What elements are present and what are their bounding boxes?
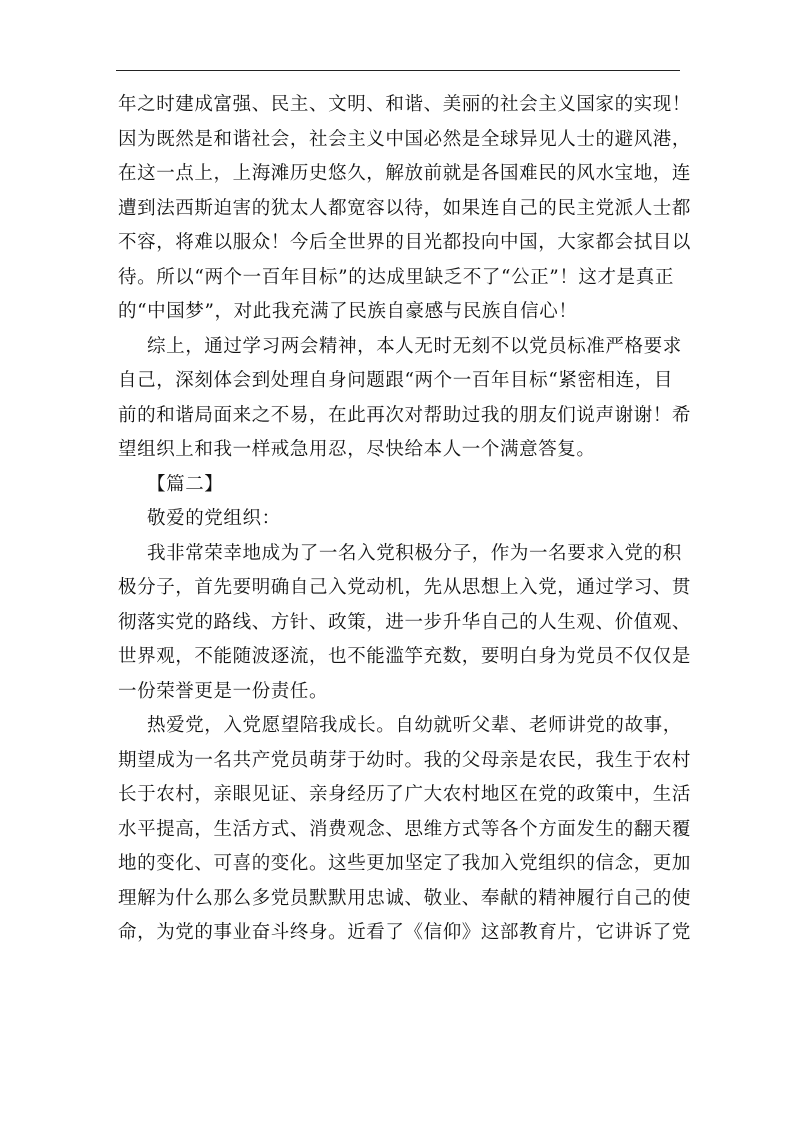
text-line: 的“中国梦”，对此我充满了民族自豪感与民族自信心！ <box>118 301 578 322</box>
text-line: 自己，深刻体会到处理自身问题跟“两个一百年目标“紧密相连，目 <box>118 370 673 391</box>
text-line: 热爱党，入党愿望陪我成长。自幼就听父辈、老师讲党的故事， <box>147 715 682 736</box>
text-line: 理解为什么那么多党员默默用忠诚、敬业、奉献的精神履行自己的使 <box>118 887 692 909</box>
text-line: 期望成为一名共产党员萌芽于幼时。我的父母亲是农民，我生于农村 <box>118 749 692 771</box>
text-line: 不容，将难以服众！今后全世界的目光都投向中国，大家都会拭目以 <box>118 232 692 253</box>
text-line: 综上，通过学习两会精神，本人无时无刻不以党员标准严格要求 <box>147 335 682 357</box>
text-line: 彻落实党的路线、方针、政策，进一步升华自己的人生观、价值观、 <box>118 611 692 633</box>
text-line: 我非常荣幸地成为了一名入党积极分子，作为一名要求入党的积 <box>147 542 682 564</box>
text-line: 长于农村，亲眼见证、亲身经历了广大农村地区在党的政策中，生活 <box>118 784 692 805</box>
text-line: 在这一点上，上海滩历史悠久，解放前就是各国难民的风水宝地，连 <box>118 163 692 184</box>
text-line: 望组织上和我一样戒急用忍，尽快给本人一个满意答复。 <box>118 439 596 460</box>
text-line: 年之时建成富强、民主、文明、和谐、美丽的社会主义国家的实现！ <box>118 94 692 115</box>
text-line: 【篇二】 <box>147 473 224 495</box>
text-line: 待。所以“两个一百年目标”的达成里缺乏不了“公正”！这才是真正 <box>118 266 674 288</box>
text-line: 前的和谐局面来之不易，在此再次对帮助过我的朋友们说声谢谢！希 <box>118 404 692 426</box>
text-line: 世界观，不能随波逐流，也不能滥竽充数，要明白身为党员不仅仅是 <box>118 646 692 667</box>
document-body <box>118 88 692 951</box>
text-line: 敬爱的党组织： <box>147 508 281 529</box>
text-line: 水平提高，生活方式、消费观念、思维方式等各个方面发生的翻天覆 <box>118 818 692 840</box>
text-line: 遭到法西斯迫害的犹太人都宽容以待，如果连自己的民主党派人士都 <box>118 197 692 219</box>
text-line: 因为既然是和谐社会，社会主义中国必然是全球异见人士的避风港， <box>118 128 692 150</box>
text-line: 极分子，首先要明确自己入党动机，先从思想上入党，通过学习、贯 <box>118 577 692 598</box>
text-line: 命，为党的事业奋斗终身。近看了《信仰》这部教育片，它讲诉了党 <box>118 922 692 943</box>
text-line: 地的变化、可喜的变化。这些更加坚定了我加入党组织的信念，更加 <box>118 853 692 874</box>
header-divider <box>116 70 680 71</box>
text-line: 一份荣誉更是一份责任。 <box>118 680 329 702</box>
